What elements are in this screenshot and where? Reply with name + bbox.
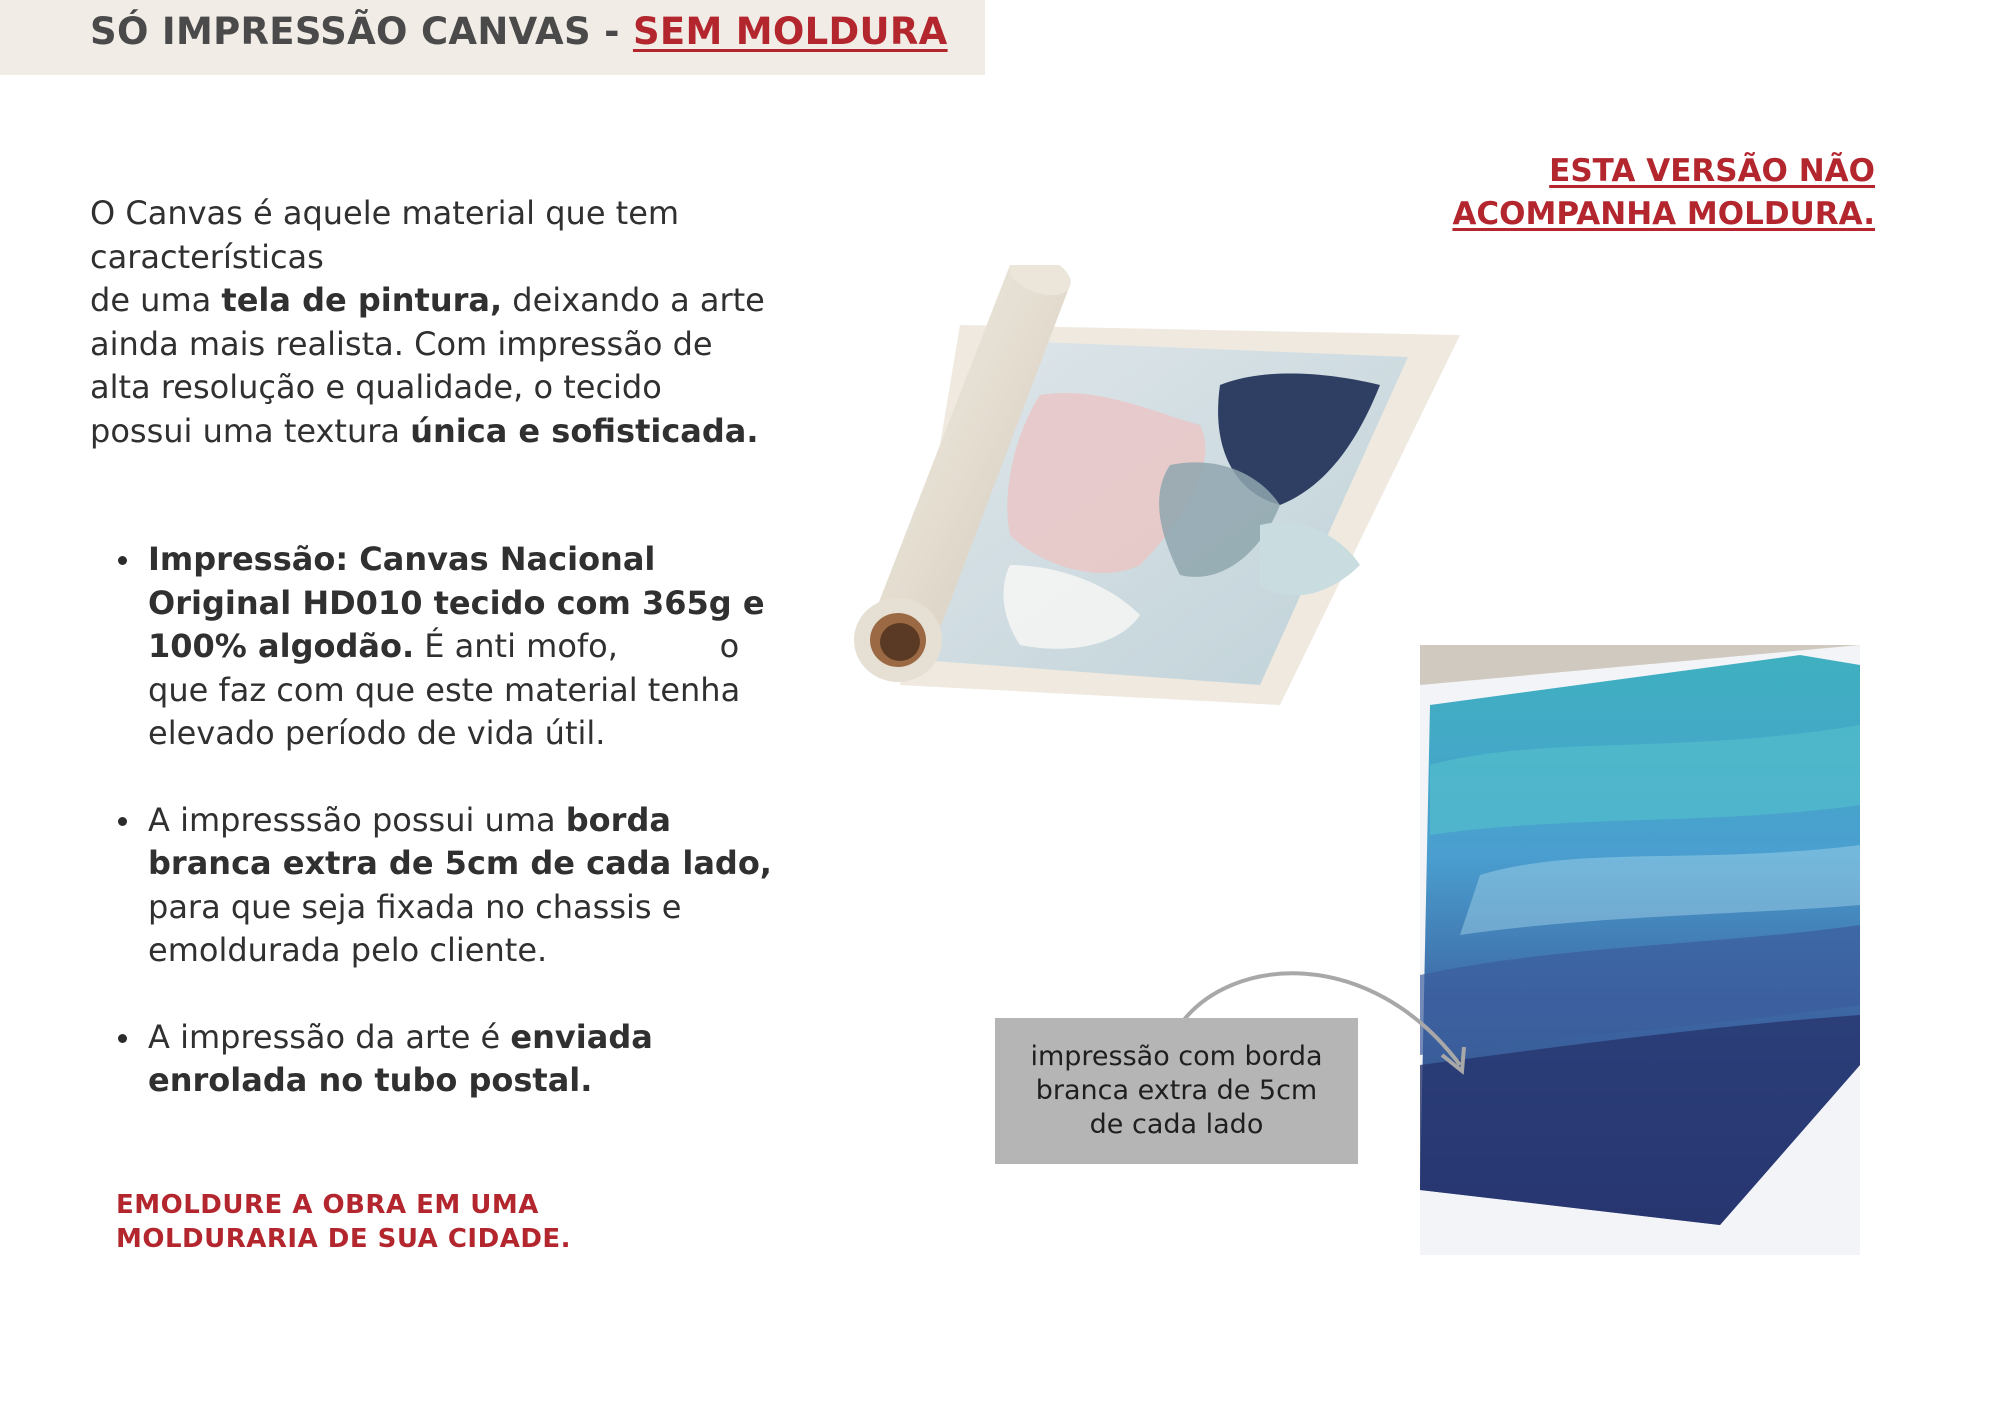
feature-bold: 100% algodão.: [148, 627, 415, 665]
caption-line: branca extra de 5cm: [1035, 1075, 1318, 1106]
feature-text: A impressão da arte é: [148, 1017, 511, 1056]
feature-text: emoldurada pelo cliente.: [148, 931, 548, 969]
caption-box: [995, 1018, 1358, 1164]
caption-text: [1002, 1040, 1352, 1142]
intro-line: alta resolução e qualidade, o tecido: [90, 368, 662, 406]
cta-line: EMOLDURE A OBRA EM UMA: [116, 1190, 539, 1220]
page-title: [90, 10, 948, 53]
intro-line: características: [90, 237, 324, 276]
feature-item-shipping: [148, 1016, 838, 1103]
rolled-canvas-image: [840, 265, 1460, 715]
feature-text: para que seja fixada no chassis e: [148, 887, 682, 926]
intro-line: de uma: [90, 281, 222, 319]
title-prefix: SÓ IMPRESSÃO CANVAS -: [90, 10, 633, 53]
caption-line: impressão com borda: [1030, 1041, 1323, 1072]
feature-text: elevado período de vida útil.: [148, 714, 606, 752]
intro-paragraph: [90, 192, 770, 453]
feature-text: A impresssão possui uma: [148, 800, 566, 839]
caption-line: de cada lado: [1089, 1109, 1264, 1140]
feature-text: É anti mofo, o: [414, 627, 740, 665]
feature-list: [90, 538, 838, 1146]
frame-advice: [116, 1188, 571, 1256]
title-accent: SEM MOLDURA: [632, 10, 948, 53]
feature-text: que faz com que este material tenha: [148, 670, 741, 709]
feature-bold: Impressão: Canvas Nacional: [148, 540, 656, 578]
intro-line: ainda mais realista. Com impressão de: [90, 324, 713, 363]
no-frame-notice: [1452, 150, 1875, 236]
feature-bold: enviada: [510, 1017, 653, 1056]
notice-line: ESTA VERSÃO NÃO: [1549, 153, 1875, 189]
intro-emphasis: tela de pintura,: [221, 281, 503, 319]
feature-bold: borda: [565, 800, 671, 839]
header-band: [0, 0, 985, 75]
intro-line: deixando a arte: [502, 281, 765, 319]
feature-item-border: [148, 799, 838, 973]
feature-item-material: [148, 538, 838, 756]
intro-emphasis: única e sofisticada.: [410, 411, 759, 450]
feature-bold: enrolada no tubo postal.: [148, 1061, 593, 1099]
print-border-photo: [1420, 645, 1860, 1255]
cta-line: MOLDURARIA DE SUA CIDADE.: [116, 1224, 572, 1254]
intro-line: possui uma textura: [90, 411, 411, 450]
intro-line: O Canvas é aquele material que tem: [90, 194, 680, 232]
feature-bold: Original HD010 tecido com 365g e: [148, 583, 765, 622]
notice-line: ACOMPANHA MOLDURA.: [1452, 196, 1875, 232]
feature-bold: branca extra de 5cm de cada lado,: [148, 844, 772, 882]
